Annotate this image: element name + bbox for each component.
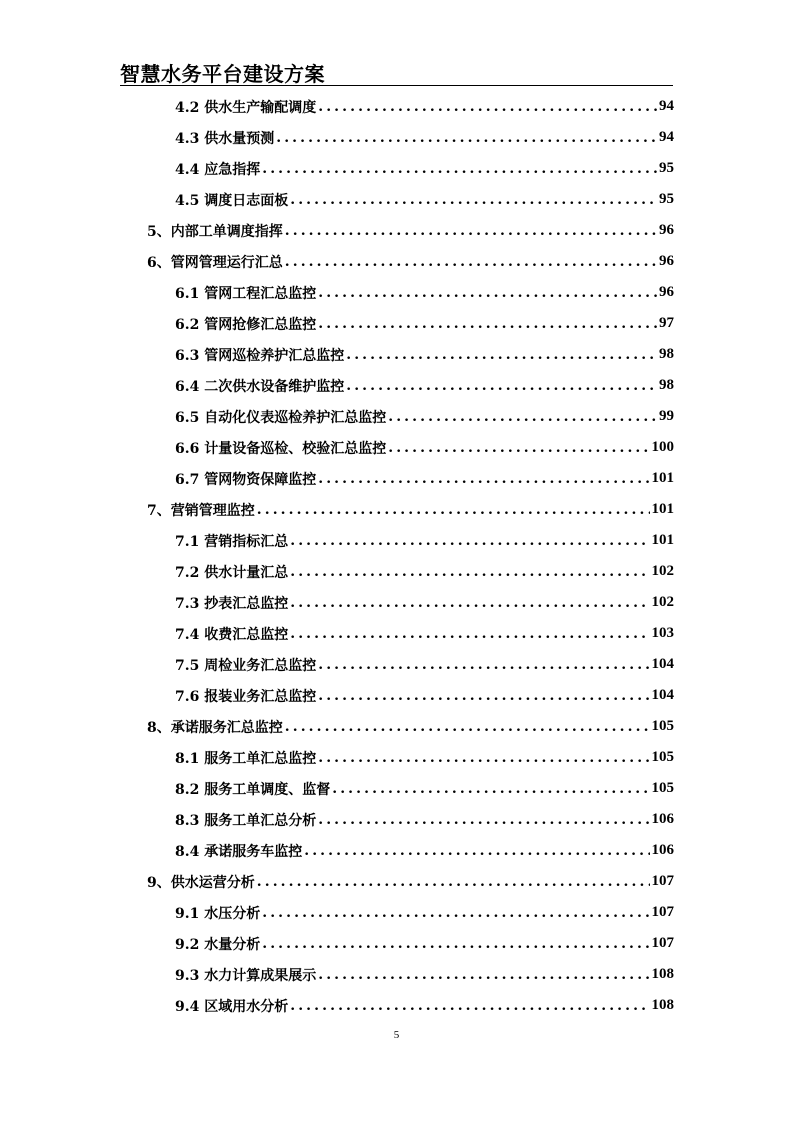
toc-entry[interactable] [175, 587, 674, 618]
toc-entry-label: 7.4 收费汇总监控 [175, 626, 289, 643]
toc-entry-label: 5、内部工单调度指挥 [147, 223, 283, 240]
dot-leader [262, 905, 649, 921]
dot-leader [318, 471, 649, 487]
toc-entry[interactable] [175, 990, 674, 1021]
toc-entry[interactable] [175, 401, 674, 432]
toc-entry[interactable] [175, 525, 674, 556]
toc-entry-page: 107 [651, 873, 674, 889]
dot-leader [290, 533, 649, 549]
toc-entry-label: 4.2 供水生产输配调度 [175, 99, 317, 116]
toc-entry[interactable] [175, 928, 674, 959]
toc-entry-label: 4.5 调度日志面板 [175, 192, 289, 209]
toc-entry-page: 104 [651, 656, 674, 672]
toc-entry[interactable] [175, 835, 674, 866]
dot-leader [285, 719, 650, 735]
toc-entry-page: 103 [651, 625, 674, 641]
toc-entry-page: 101 [651, 532, 674, 548]
toc-entry-page: 94 [659, 129, 674, 145]
toc-entry-page: 94 [659, 98, 674, 114]
toc-entry-label: 8.1 服务工单汇总监控 [175, 750, 317, 767]
dot-leader [332, 781, 649, 797]
dot-leader [318, 967, 649, 983]
toc-entry-page: 105 [651, 780, 674, 796]
toc-entry-label: 8.4 承诺服务车监控 [175, 843, 303, 860]
toc-entry-page: 96 [659, 222, 674, 238]
toc-entry-label: 6.4 二次供水设备维护监控 [175, 378, 345, 395]
toc-entry-page: 100 [651, 439, 674, 455]
toc-entry-label: 6.3 管网巡检养护汇总监控 [175, 347, 345, 364]
toc-entry-page: 96 [659, 253, 674, 269]
toc-entry-label: 4.4 应急指挥 [175, 161, 261, 178]
toc-entry[interactable] [147, 711, 674, 742]
dot-leader [318, 99, 657, 115]
toc-entry-page: 106 [651, 842, 674, 858]
dot-leader [304, 843, 649, 859]
dot-leader [276, 130, 657, 146]
toc-entry-page: 108 [651, 997, 674, 1013]
toc-entry-page: 95 [659, 191, 674, 207]
toc-entry-page: 102 [651, 594, 674, 610]
dot-leader [318, 750, 649, 766]
toc-entry-page: 107 [651, 935, 674, 951]
toc-entry[interactable] [175, 91, 674, 122]
toc-entry-label: 7.3 抄表汇总监控 [175, 595, 289, 612]
toc-entry-page: 108 [651, 966, 674, 982]
toc-entry[interactable] [175, 463, 674, 494]
page-number: 5 [393, 1029, 400, 1041]
toc-entry[interactable] [175, 804, 674, 835]
toc-entry-label: 6.2 管网抢修汇总监控 [175, 316, 317, 333]
toc-entry-label: 8.2 服务工单调度、监督 [175, 781, 331, 798]
toc-entry-label: 9.3 水力计算成果展示 [175, 967, 317, 984]
toc-entry-page: 101 [651, 501, 674, 517]
toc-entry[interactable] [175, 742, 674, 773]
dot-leader [290, 626, 649, 642]
dot-leader [285, 254, 657, 270]
page-header-title: 智慧水务平台建设方案 [120, 62, 325, 86]
toc-entry-label: 7.6 报装业务汇总监控 [175, 688, 317, 705]
toc-entry-label: 7.5 周检业务汇总监控 [175, 657, 317, 674]
toc-entry[interactable] [175, 432, 674, 463]
toc-entry[interactable] [147, 494, 674, 525]
dot-leader [290, 998, 649, 1014]
toc-entry-page: 98 [659, 346, 674, 362]
toc-entry[interactable] [175, 339, 674, 370]
dot-leader [290, 595, 649, 611]
toc-entry-label: 6.1 管网工程汇总监控 [175, 285, 317, 302]
toc-entry-label: 9.2 水量分析 [175, 936, 261, 953]
toc-entry[interactable] [175, 649, 674, 680]
dot-leader [318, 688, 649, 704]
toc-entry-page: 105 [651, 718, 674, 734]
toc-entry[interactable] [175, 773, 674, 804]
toc-entry-label: 8.3 服务工单汇总分析 [175, 812, 317, 829]
toc-entry-label: 6.6 计量设备巡检、校验汇总监控 [175, 440, 387, 457]
toc-entry-label: 6.7 管网物资保障监控 [175, 471, 317, 488]
toc-entry-page: 102 [651, 563, 674, 579]
toc-entry[interactable] [175, 618, 674, 649]
toc-entry[interactable] [175, 680, 674, 711]
toc-entry[interactable] [147, 246, 674, 277]
dot-leader [262, 161, 657, 177]
toc-entry-page: 106 [651, 811, 674, 827]
toc-entry-label: 6、管网管理运行汇总 [147, 254, 283, 271]
dot-leader [318, 812, 649, 828]
toc-entry-page: 104 [651, 687, 674, 703]
dot-leader [318, 657, 649, 673]
toc-entry-page: 101 [651, 470, 674, 486]
header-rule [120, 85, 673, 86]
toc-entry-page: 96 [659, 284, 674, 300]
toc-entry[interactable] [175, 153, 674, 184]
dot-leader [388, 440, 649, 456]
toc-entry[interactable] [175, 370, 674, 401]
dot-leader [257, 874, 650, 890]
dot-leader [262, 936, 649, 952]
toc-entry-page: 97 [659, 315, 674, 331]
dot-leader [318, 285, 657, 301]
dot-leader [346, 347, 657, 363]
dot-leader [257, 502, 650, 518]
toc-entry[interactable] [175, 122, 674, 153]
dot-leader [290, 564, 649, 580]
toc-entry-label: 7、营销管理监控 [147, 502, 255, 519]
toc-entry[interactable] [175, 277, 674, 308]
toc-entry-label: 9.4 区域用水分析 [175, 998, 289, 1015]
toc-entry-page: 99 [659, 408, 674, 424]
toc-entry[interactable] [147, 215, 674, 246]
toc-entry-label: 7.1 营销指标汇总 [175, 533, 289, 550]
dot-leader [388, 409, 657, 425]
toc-entry[interactable] [175, 308, 674, 339]
toc-entry-label: 6.5 自动化仪表巡检养护汇总监控 [175, 409, 387, 426]
toc-entry[interactable] [175, 897, 674, 928]
toc-entry-label: 7.2 供水计量汇总 [175, 564, 289, 581]
dot-leader [285, 223, 657, 239]
dot-leader [290, 192, 657, 208]
toc-entry[interactable] [147, 866, 674, 897]
toc-entry-label: 9、供水运营分析 [147, 874, 255, 891]
dot-leader [346, 378, 657, 394]
toc-entry-page: 107 [651, 904, 674, 920]
toc-entry-label: 8、承诺服务汇总监控 [147, 719, 283, 736]
toc-entry[interactable] [175, 959, 674, 990]
toc-entry-page: 105 [651, 749, 674, 765]
dot-leader [318, 316, 657, 332]
toc-entry-label: 4.3 供水量预测 [175, 130, 275, 147]
toc-entry-page: 98 [659, 377, 674, 393]
toc-entry-page: 95 [659, 160, 674, 176]
toc-entry[interactable] [175, 556, 674, 587]
toc-entry[interactable] [175, 184, 674, 215]
toc-entry-label: 9.1 水压分析 [175, 905, 261, 922]
